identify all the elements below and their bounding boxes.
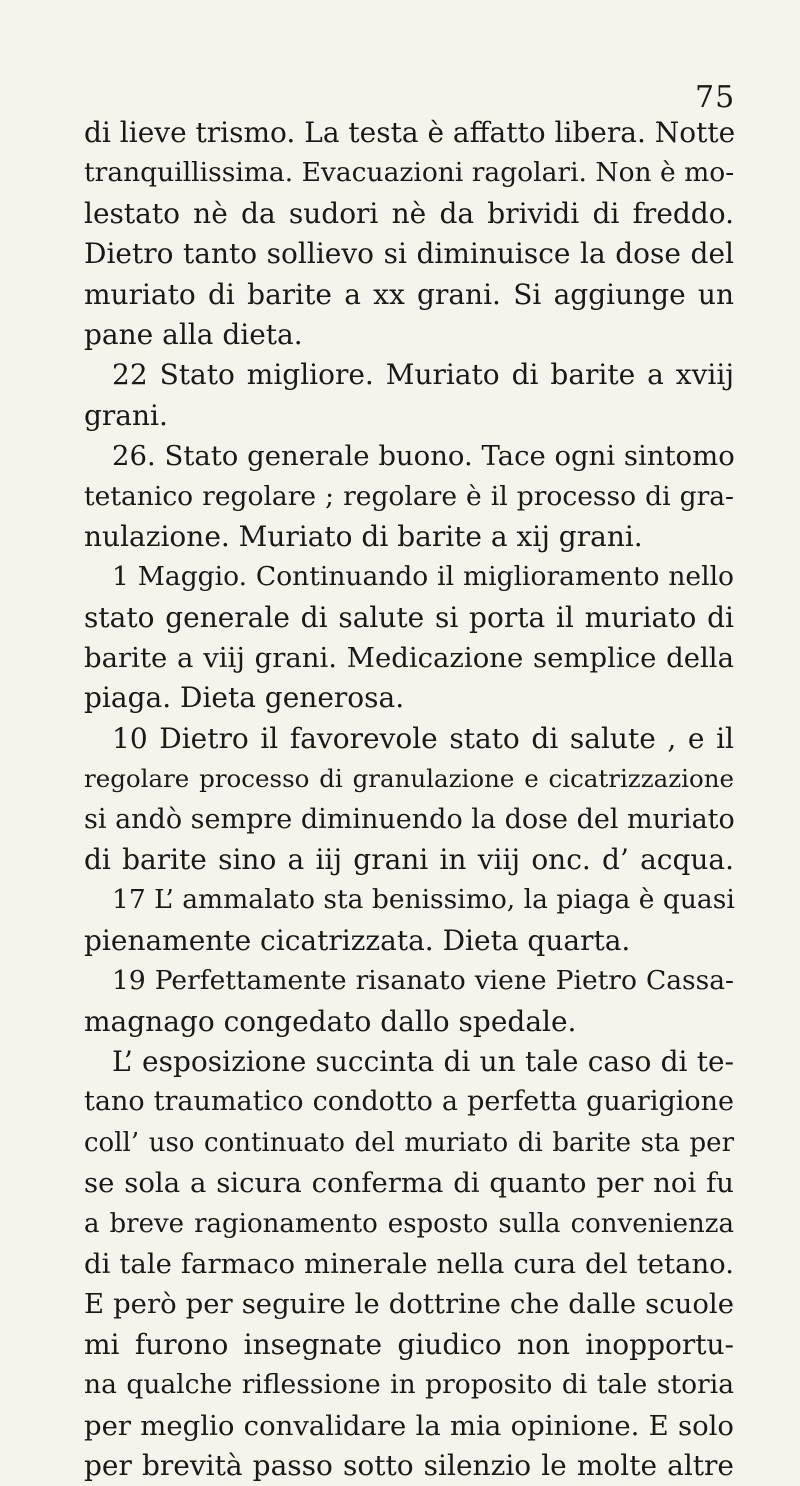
text-line: grani. <box>84 398 168 432</box>
text-line: nulazione. Muriato di barite a xij grani. <box>84 519 643 553</box>
text-line: se sola a sicura conferma di quanto per noi fu <box>84 1167 734 1200</box>
text-line: per brevità passo sotto silenzio le molte altre <box>84 1448 734 1482</box>
page-number: 75 <box>695 80 736 115</box>
text-line: 1 Maggio. Continuando il miglioramento nello <box>112 561 734 593</box>
text-line: na qualche riflessione in proposito di tale storia <box>84 1369 734 1401</box>
text-line: muriato di barite a xx grani. Si aggiunge un <box>84 277 734 311</box>
text-line: stato generale di salute si porta il muriato di <box>84 600 734 634</box>
text-line: barite a viij grani. Medicazione semplice della <box>84 642 734 675</box>
text-line: mi furono insegnate giudico non inopportu- <box>84 1327 734 1361</box>
text-line: 10 Dietro il favorevole stato di salute , e il <box>112 721 734 755</box>
text-line: tranquillissima. Evacuazioni ragolari. Non è mo- <box>84 157 735 189</box>
text-line: a breve ragionamento esposto sulla convenienza <box>84 1208 734 1239</box>
text-line: coll’ uso continuato del muriato di barite sta per <box>84 1127 734 1158</box>
text-line: lestato nè da sudori nè da brividi di freddo. <box>84 196 734 230</box>
text-line: 17 L’ ammalato sta benissimo, la piaga è quasi <box>112 884 735 916</box>
text-line: magnago congedato dallo spedale. <box>84 1004 577 1038</box>
text-line: di lieve trismo. La testa è affatto libera. Notte <box>84 116 736 149</box>
text-line: Dietro tanto sollievo si diminuisce la dose del <box>84 237 734 271</box>
text-line: 22 Stato migliore. Muriato di barite a xviij <box>112 358 734 392</box>
body-text <box>84 113 734 1486</box>
text-line: tano traumatico condotto a perfetta guarigione <box>84 1086 734 1118</box>
text-line: E però per seguire le dottrine che dalle scuole <box>84 1288 734 1321</box>
text-line: pane alla dieta. <box>84 317 303 351</box>
text-line: si andò sempre diminuendo la dose del muriato <box>84 803 735 835</box>
text-line: pienamente cicatrizzata. Dieta quarta. <box>84 923 631 957</box>
text-line: L’ esposizione succinta di un tale caso di te- <box>112 1044 734 1078</box>
text-line: tetanico regolare ; regolare è il processo di gra- <box>84 480 734 512</box>
text-line: di tale farmaco minerale nella cura del tetano. <box>84 1247 734 1280</box>
text-line: per meglio convalidare la mia opinione. E solo <box>84 1409 734 1442</box>
text-line: 26. Stato generale buono. Tace ogni sintomo <box>112 440 735 473</box>
text-line: di barite sino a iij grani in viij onc. d’ acqua. <box>84 843 734 877</box>
text-line: regolare processo di granulazione e cicatrizzazione <box>84 764 734 794</box>
text-line: piaga. Dieta generosa. <box>84 681 405 715</box>
text-line: 19 Perfettamente risanato viene Pietro Cassa- <box>112 965 734 997</box>
